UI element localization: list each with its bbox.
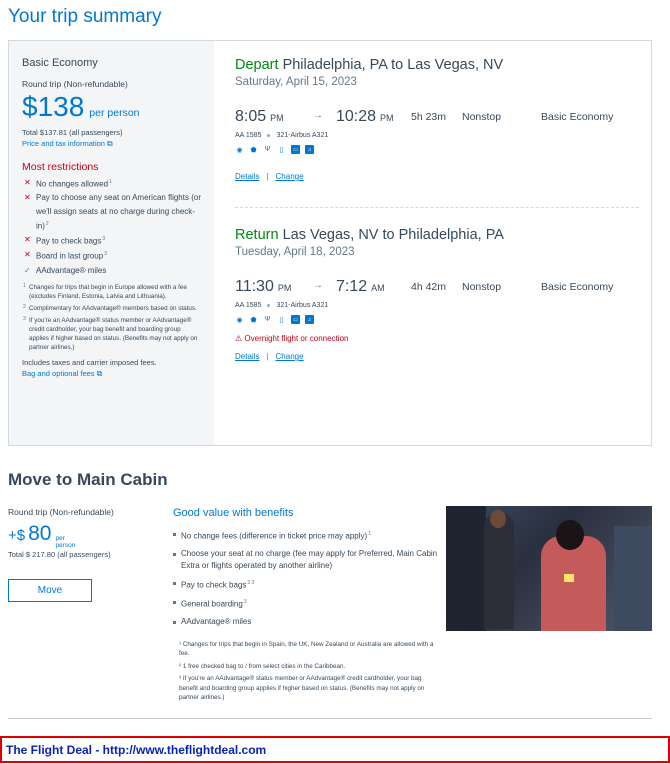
- depart-dep-time: 8:05: [235, 108, 267, 125]
- fare-trip-type: Round trip (Non-refundable): [22, 79, 128, 89]
- x-icon: ✕: [24, 178, 31, 187]
- details-link[interactable]: Details: [235, 352, 260, 361]
- arrow-right-icon: →: [313, 110, 323, 121]
- upsell-per-person: per person: [55, 535, 76, 549]
- footnote: ³ If you're an AAdvantage® status member or AAdvantage® credit cardholder, your bag benefit and boarding group applies if higher based on status. (Benefits may not apply on partner airlines.): [179, 675, 425, 702]
- move-button[interactable]: Move: [8, 579, 92, 602]
- x-icon: ✕: [24, 250, 31, 260]
- return-amenities: [235, 315, 635, 324]
- benefits-list: [173, 528, 438, 628]
- taxes-note: Includes taxes and carrier imposed fees.: [22, 358, 157, 368]
- fare-panel: [9, 41, 214, 445]
- return-leg: [235, 227, 635, 361]
- phone-icon: ▯: [279, 146, 284, 154]
- trip-summary-card: [8, 40, 652, 446]
- benefit-item: Choose your seat at no charge (fee may apply for Preferred, Main Cabin Extra or flights operated by another airline): [173, 548, 438, 572]
- arrow-right-icon: →: [313, 280, 323, 291]
- depart-stops: Nonstop: [462, 111, 502, 123]
- return-title: Return Las Vegas, NV to Philadelphia, PA: [235, 227, 504, 243]
- x-icon: ✕: [24, 193, 31, 203]
- depart-duration: 5h 23m: [411, 111, 447, 123]
- external-link-icon: ⧉: [96, 369, 103, 379]
- change-link[interactable]: Change: [275, 172, 304, 181]
- external-link-icon: ⧉: [106, 139, 113, 148]
- footnote: 3 If you're an AAdvantage® status member or AAdvantage® credit cardholder, your bag benefit and boarding group applies if higher based on status. (Benefits may not apply on partner airlines.): [23, 316, 198, 352]
- shield-icon: ⬟: [250, 146, 257, 154]
- depart-amenities: [235, 145, 635, 154]
- return-stops: Nonstop: [462, 281, 502, 293]
- footnote: ¹ Changes for trips that begin in Spain, the UK, New Zealand or Australia are allowed with a fee.: [179, 640, 434, 658]
- benefit-item: AAdvantage® miles: [173, 616, 438, 628]
- fare-price: $138: [22, 91, 85, 122]
- itinerary-panel: [214, 41, 652, 445]
- x-icon: ✕: [24, 235, 31, 245]
- restriction-item: ✕ Pay to check bags$^3$: [24, 235, 106, 246]
- depart-leg: [235, 57, 635, 181]
- bag-fees-link[interactable]: Bag and optional fees ⧉: [22, 369, 103, 379]
- depart-cabin: Basic Economy: [541, 111, 614, 123]
- wifi-icon: ◉: [236, 146, 243, 154]
- return-links: Details | Change: [235, 352, 304, 361]
- fare-per-person: per person: [89, 107, 140, 119]
- upsell-total: Total $ 217.80 (all passengers): [8, 550, 111, 559]
- phone-icon: ▯: [279, 316, 284, 324]
- entertainment-icon: ♫: [305, 315, 314, 324]
- wifi-icon: ◉: [236, 316, 243, 324]
- depart-date: Saturday, April 15, 2023: [235, 76, 357, 88]
- restrictions-heading: Most restrictions: [22, 161, 99, 173]
- upsell-title: Move to Main Cabin: [8, 470, 168, 489]
- fare-name: Basic Economy: [22, 57, 98, 69]
- upsell-benefits: [173, 507, 438, 706]
- divider: [8, 718, 652, 719]
- depart-flight-info: AA 1585 321-Airbus A321: [235, 132, 329, 139]
- upsell-footnotes: [179, 640, 439, 703]
- leg-divider: [235, 207, 639, 208]
- upsell-price-panel: [8, 507, 158, 596]
- restriction-item: ✕ Board in last group$^3$: [24, 250, 107, 262]
- upsell-trip-type: Round trip (Non-refundable): [8, 507, 114, 517]
- benefit-item: No change fees (difference in ticket price may apply)$^1$: [173, 528, 438, 543]
- depart-links: Details | Change: [235, 172, 304, 181]
- benefit-item: Pay to check bags$^{2 3}$: [173, 577, 438, 592]
- footnote: 1 Changes for trips that begin in Europe allowed with a fee (excludes Finland, Estonia, Latvia and Lithuania).: [23, 283, 187, 301]
- cabin-photo: [446, 506, 652, 631]
- footnote: 2 Complimentary for AAdvantage® members based on status.: [23, 304, 197, 313]
- tv-icon: ▭: [291, 315, 300, 324]
- price-tax-link[interactable]: Price and tax information ⧉: [22, 139, 113, 148]
- overnight-warning: ⚠ Overnight flight or connection: [235, 334, 349, 343]
- return-flight-info: AA 1585 321-Airbus A321: [235, 302, 329, 309]
- upsell-plus: +$: [8, 527, 26, 544]
- return-duration: 4h 42m: [411, 281, 447, 293]
- depart-times: 8:05 PM → 10:28 PM 5h 23m Nonstop Basic Economy: [235, 108, 614, 125]
- return-dep-time: 11:30: [235, 278, 274, 295]
- return-date: Tuesday, April 18, 2023: [235, 246, 355, 258]
- restrictions-list: [22, 176, 214, 277]
- usb-icon: Ψ: [264, 316, 271, 323]
- warning-icon: ⚠: [235, 334, 243, 343]
- restriction-item: ✓ AAdvantage® miles: [22, 264, 207, 278]
- banner-text: The Flight Deal - http://www.theflightdeal.com: [6, 743, 267, 757]
- tv-icon: ▭: [291, 145, 300, 154]
- benefits-heading: Good value with benefits: [173, 507, 294, 519]
- benefit-item: General boarding$^3$: [173, 596, 438, 611]
- entertainment-icon: ♫: [305, 145, 314, 154]
- depart-title: Depart Philadelphia, PA to Las Vegas, NV: [235, 57, 504, 73]
- details-link[interactable]: Details: [235, 172, 260, 181]
- restriction-item: ✕ No changes allowed$^1$: [24, 178, 112, 189]
- fare-footnotes: [22, 283, 202, 352]
- fare-total: Total $137.81 (all passengers): [22, 128, 123, 137]
- footnote: ² 1 free checked bag to / from select cities in the Caribbean.: [179, 662, 346, 670]
- upsell-price: 80: [28, 522, 52, 545]
- page-title: Your trip summary: [8, 6, 162, 27]
- check-icon: ✓: [24, 265, 31, 275]
- return-times: 11:30 PM → 7:12 AM 4h 42m Nonstop Basic Economy: [235, 278, 614, 295]
- return-cabin: Basic Economy: [541, 281, 614, 293]
- restriction-item: ✕ Pay to choose any seat on American flights (or we'll assign seats at no charge during check-in)$^2$: [24, 193, 201, 231]
- shield-icon: ⬟: [250, 316, 257, 324]
- depart-arr-time: 10:28: [336, 108, 377, 125]
- usb-icon: Ψ: [264, 146, 271, 153]
- change-link[interactable]: Change: [275, 352, 304, 361]
- watermark-banner: [0, 736, 670, 763]
- return-arr-time: 7:12: [336, 278, 368, 295]
